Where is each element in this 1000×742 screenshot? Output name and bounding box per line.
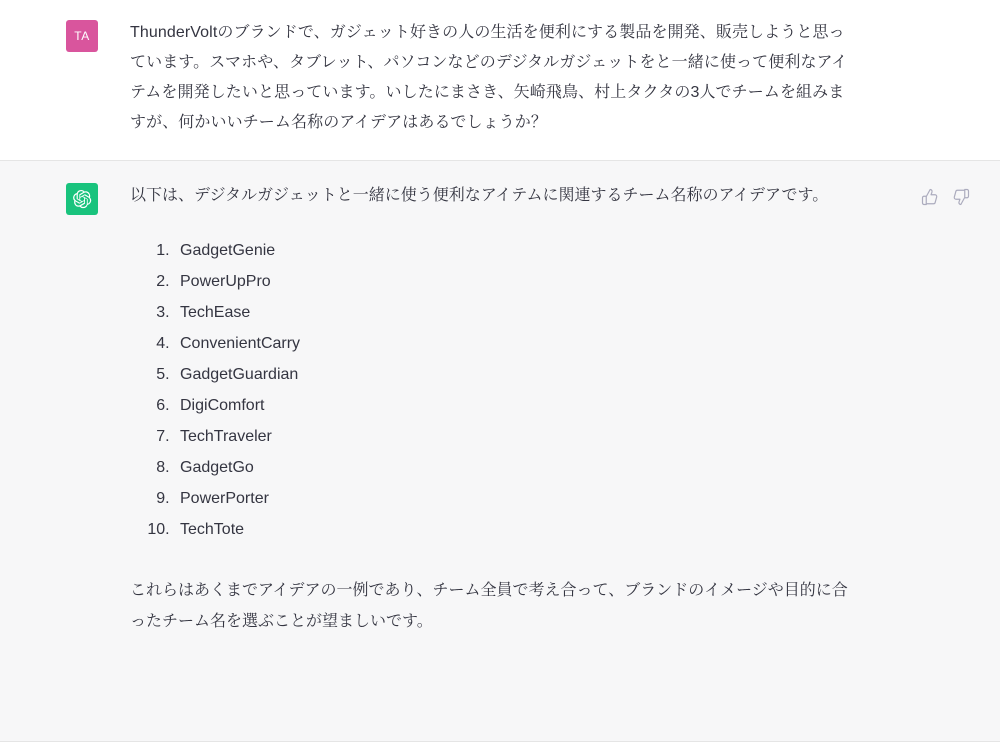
assistant-turn-inner bbox=[0, 181, 1000, 637]
assistant-intro-text: 以下は、デジタルガジェットと一緒に使う便利なアイテムに関連するチーム名称のアイデアです。 bbox=[130, 187, 829, 204]
list-item: 7. TechTraveler bbox=[174, 421, 970, 452]
avatar-user bbox=[66, 20, 98, 52]
assistant-closing-text: これらはあくまでアイデアの一例であり、チーム全員で考え合って、ブランドのイメージや目的に合ったチーム名を選ぶことが望ましいです。 bbox=[130, 582, 848, 630]
openai-logo-icon bbox=[72, 189, 92, 209]
list-item: 6. DigiComfort bbox=[174, 390, 970, 421]
assistant-message-header bbox=[130, 181, 970, 211]
user-message-text: ThunderVoltのブランドで、ガジェット好きの人の生活を便利にする製品を開発、販売しようと思っています。スマホや、タブレット、パソコンなどのデジタルガジェットをと一緒に使って便利なアイテムを開発したいと思っています。いしたにまさき、矢崎飛鳥、村上タクタの3人でチームを組みますが、何かいいチーム名称のアイデアはあるでしょうか？ bbox=[130, 24, 848, 131]
user-message-turn bbox=[0, 0, 1000, 161]
list-item: 1. GadgetGenie bbox=[174, 235, 970, 266]
list-item: 2. PowerUpPro bbox=[174, 266, 970, 297]
avatar-initials: TA bbox=[74, 29, 90, 43]
list-item: 4. ConvenientCarry bbox=[174, 328, 970, 359]
list-item: 9. PowerPorter bbox=[174, 483, 970, 514]
list-item: 3. TechEase bbox=[174, 297, 970, 328]
thumbs-up-icon[interactable] bbox=[921, 188, 939, 206]
team-name-ideas-list bbox=[130, 235, 970, 545]
thumbs-down-icon[interactable] bbox=[952, 188, 970, 206]
list-item: 5. GadgetGuardian bbox=[174, 359, 970, 390]
feedback-buttons bbox=[905, 188, 970, 206]
assistant-message-turn bbox=[0, 161, 1000, 742]
user-message-body bbox=[130, 18, 970, 138]
list-item: 10. TechTote bbox=[174, 514, 970, 545]
avatar-assistant bbox=[66, 183, 98, 215]
user-turn-inner bbox=[0, 18, 1000, 138]
list-item: 8. GadgetGo bbox=[174, 452, 970, 483]
assistant-message-body bbox=[130, 181, 970, 637]
